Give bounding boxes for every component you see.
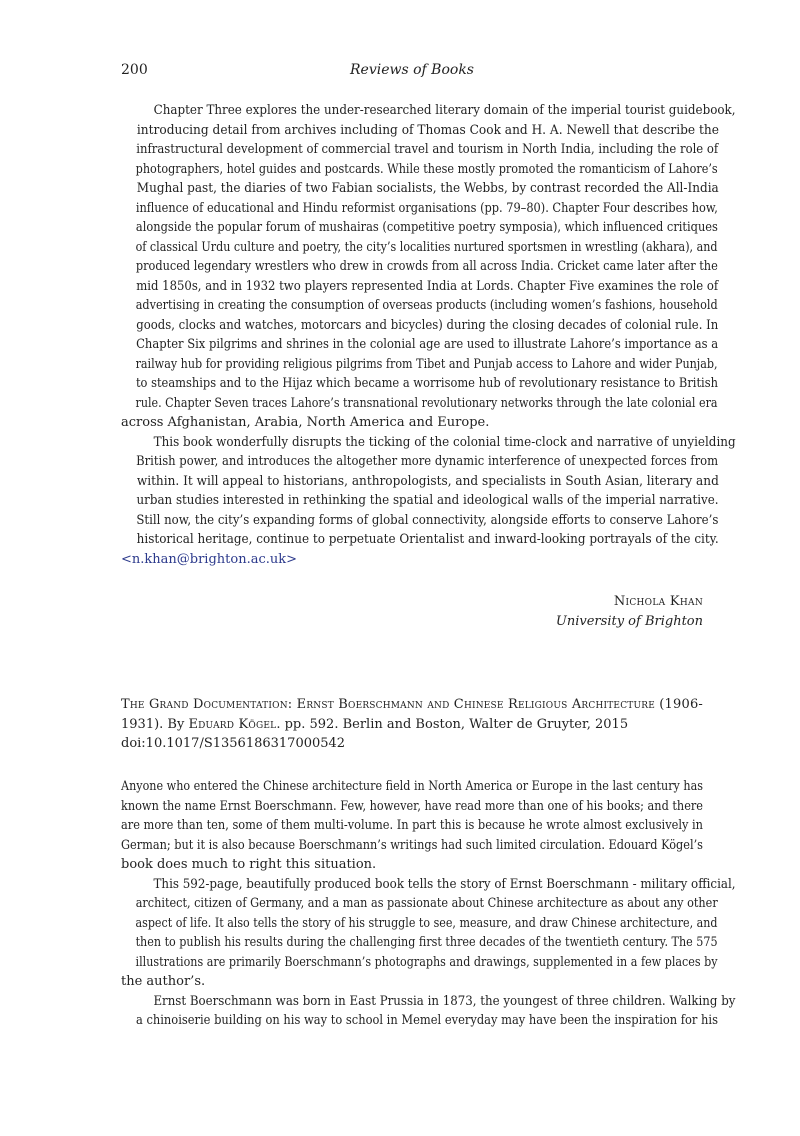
text-line: a chinoiserie building on his way to school in Memel everyday may have been the inspiration for his <box>135 1013 718 1028</box>
reviewer-affiliation: University of Brighton <box>555 613 703 629</box>
text-line: Chapter Six pilgrims and shrines in the colonial age are used to illustrate Lahore’s importance as a <box>136 337 719 352</box>
text-line: known the name Ernst Boerschmann. Few, however, have read more than one of his books; and there <box>121 798 703 814</box>
text-line: alongside the popular forum of mushairas (competitive poetry symposia), which influenced critiques <box>135 220 718 235</box>
reviewer-name: Nichola Khan <box>613 594 703 609</box>
publication-details: . pp. 592. Berlin and Boston, Walter de Gruyter, 2015 <box>276 716 629 732</box>
citation-text: 1931). By <box>121 716 189 732</box>
text-line: urban studies interested in rethinking the spatial and ideological walls of the imperial narrative. <box>136 493 719 508</box>
text-line: British power, and introduces the altogether more dynamic interference of unexpected forces from <box>136 454 719 469</box>
text-line: then to publish his results during the challenging first three decades of the twentieth century. The 575 <box>135 935 718 950</box>
text-line: are more than ten, some of them multi-volume. In part this is because he wrote almost exclusively in <box>121 818 703 833</box>
text-line: across Afghanistan, Arabia, North America and Europe. <box>121 415 490 430</box>
text-line: to steamships and to the Hijaz which became a worrisome hub of revolutionary resistance to British <box>135 376 718 391</box>
page-header <box>121 62 703 82</box>
book-author: Eduard Kögel <box>188 716 277 732</box>
text-line: mid 1850s, and in 1932 two players represented India at Lords. Chapter Five examines the role of <box>136 278 719 294</box>
text-line: influence of educational and Hindu reformist organisations (pp. 79–80). Chapter Four describes how, <box>135 200 718 216</box>
text-line: photographers, hotel guides and postcards. While these mostly promoted the romanticism of Lahore’s <box>135 161 718 177</box>
page-number: 200 <box>121 62 148 78</box>
doi: doi:10.1017/S1356186317000542 <box>121 736 346 751</box>
text-line: book does much to right this situation. <box>121 857 377 872</box>
running-title: Reviews of Books <box>350 62 474 78</box>
text-line: German; but it is also because Boerschmann’s writings had such limited circulation. Edouard Kögel’s <box>121 837 703 853</box>
paragraph <box>121 992 736 1031</box>
text-line: Chapter Three explores the under-researched literary domain of the imperial tourist guidebook, <box>153 103 736 118</box>
text-line: historical heritage, continue to perpetuate Orientalist and inward-looking portrayals of the city. <box>136 532 719 547</box>
text-line: This 592-page, beautifully produced book tells the story of Ernst Boerschmann - military official, <box>153 876 736 892</box>
text-line: rule. Chapter Seven traces Lahore’s transnational revolutionary networks through the late colonial era <box>135 395 718 411</box>
text-line: produced legendary wrestlers who drew in crowds from all across India. Cricket came later after the <box>135 259 718 274</box>
text-line: of classical Urdu culture and poetry, the city’s localities nurtured sportsmen in wrestling (akhara), and <box>135 239 718 255</box>
text-line: Anyone who entered the Chinese architecture field in North America or Europe in the last century has <box>121 779 703 794</box>
text-line: goods, clocks and watches, motorcars and bicycles) during the closing decades of colonial rule. In <box>136 317 719 333</box>
text-line: introducing detail from archives including of Thomas Cook and H. A. Newell that describe the <box>136 122 719 138</box>
text-line: railway hub for providing religious pilgrims from Tibet and Punjab access to Lahore and wider Punjab, <box>135 356 718 372</box>
review-body-2 <box>121 777 736 1031</box>
book-title: The Grand Documentation: Ernst Boerschmann and Chinese Religious Architecture (1906- <box>121 697 703 712</box>
text-line: within. It will appeal to historians, anthropologists, and specialists in South Asian, literary and <box>136 473 719 489</box>
paragraph <box>121 875 736 992</box>
text-line: aspect of life. It also tells the story of his struggle to see, measure, and draw Chinese architecture, and <box>135 915 718 931</box>
book-citation <box>121 695 703 754</box>
text-line: illustrations are primarily Boerschmann’s photographs and drawings, supplemented in a few places by <box>135 954 718 970</box>
text-line: Mughal past, the diaries of two Fabian socialists, the Webbs, by contrast recorded the All-India <box>136 181 719 196</box>
review-body-1 <box>121 101 736 569</box>
text-line: architect, citizen of Germany, and a man as passionate about Chinese architecture as about any other <box>135 896 718 911</box>
reviewer-email-link[interactable]: <n.khan@brighton.ac.uk> <box>121 551 298 567</box>
text-line: the author’s. <box>121 974 206 989</box>
paragraph <box>121 433 736 570</box>
text-line: This book wonderfully disrupts the ticking of the colonial time-clock and narrative of unyielding <box>153 434 736 450</box>
text-line: Ernst Boerschmann was born in East Prussia in 1873, the youngest of three children. Walking by <box>153 993 736 1009</box>
paragraph <box>121 777 703 875</box>
text-line: infrastructural development of commercial travel and tourism in North India, including the role of <box>136 142 719 157</box>
reviewer-signature <box>121 592 703 631</box>
text-line: Still now, the city’s expanding forms of global connectivity, alongside efforts to conserve Lahore’s <box>136 512 719 528</box>
text-line: advertising in creating the consumption of overseas products (including women’s fashions, household <box>135 298 718 313</box>
paragraph <box>121 101 736 433</box>
